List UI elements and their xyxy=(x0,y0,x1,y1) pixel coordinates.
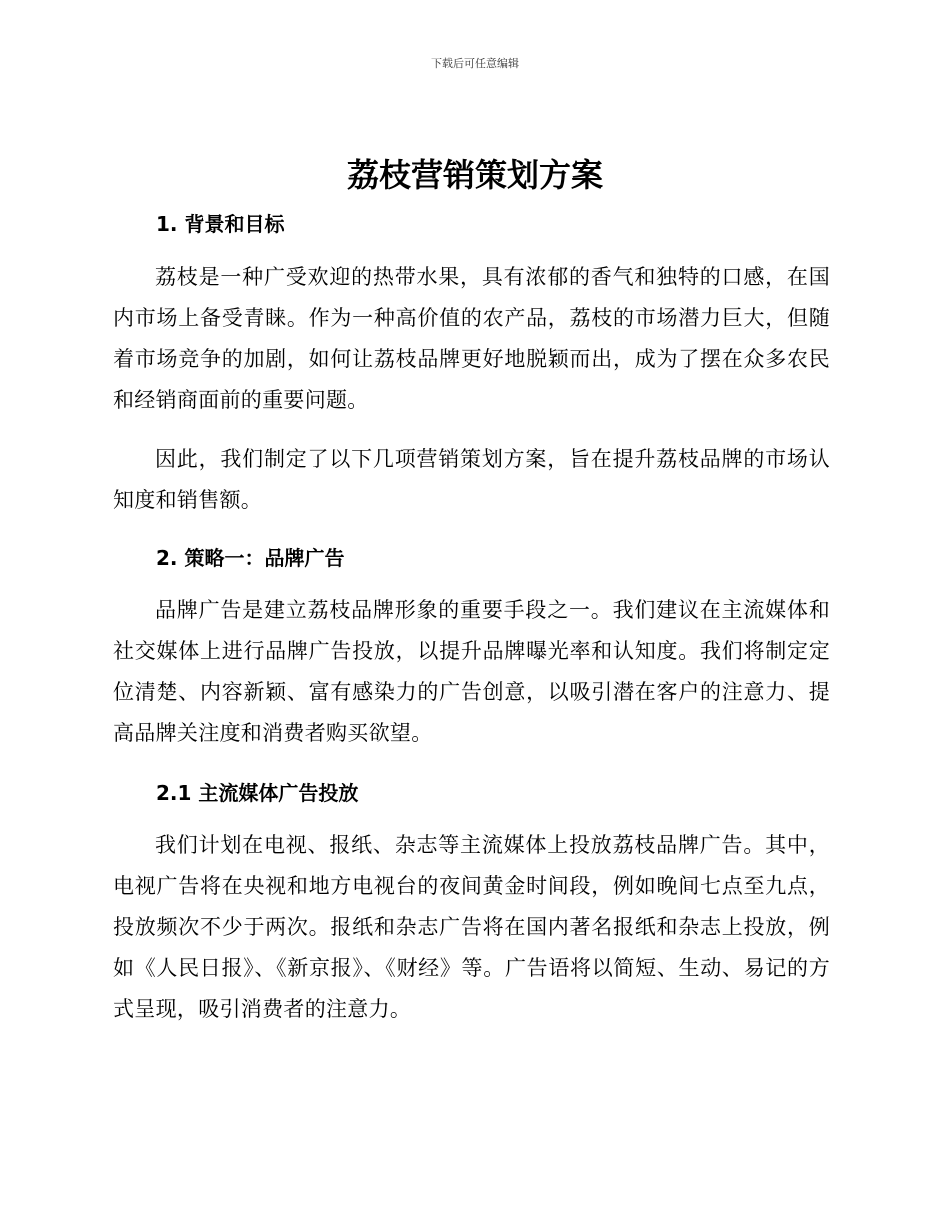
document-title: 荔枝营销策划方案 xyxy=(346,156,603,194)
paragraph-mainstream-media: 我们计划在电视、报纸、杂志等主流媒体上投放荔枝品牌广告。其中，电视广告将在央视和地方电视台的夜间黄金时间段，例如晚间七点至九点，投放频次不少于两次。报纸和杂志广告将在国内著名报纸和杂志上投放，例如《人民日报》、《新京报》、《财经》等。广告语将以简短、生动、易记的方式呈现，吸引消费者的注意力。 xyxy=(113,833,830,1021)
section-heading-strategy-one: 2. 策略一：品牌广告 xyxy=(156,546,345,570)
paragraph-strategy-one: 品牌广告是建立荔枝品牌形象的重要手段之一。我们建议在主流媒体和社交媒体上进行品牌广告投放，以提升品牌曝光率和认知度。我们将制定定位清楚、内容新颖、富有感染力的广告创意，以吸引潜在客户的注意力、提高品牌关注度和消费者购买欲望。 xyxy=(113,598,830,745)
paragraph-background-1: 荔枝是一种广受欢迎的热带水果，具有浓郁的香气和独特的口感，在国内市场上备受青睐。作为一种高价值的农产品，荔枝的市场潜力巨大，但随着市场竞争的加剧，如何让荔枝品牌更好地脱颖而出，成为了摆在众多农民和经销商面前的重要问题。 xyxy=(113,265,830,412)
paragraph-background-2: 因此，我们制定了以下几项营销策划方案，旨在提升荔枝品牌的市场认知度和销售额。 xyxy=(113,447,830,512)
subsection-heading-mainstream-media: 2.1 主流媒体广告投放 xyxy=(156,781,359,805)
page-header-note: 下载后可任意编辑 xyxy=(431,57,519,70)
section-heading-background: 1. 背景和目标 xyxy=(156,212,285,236)
